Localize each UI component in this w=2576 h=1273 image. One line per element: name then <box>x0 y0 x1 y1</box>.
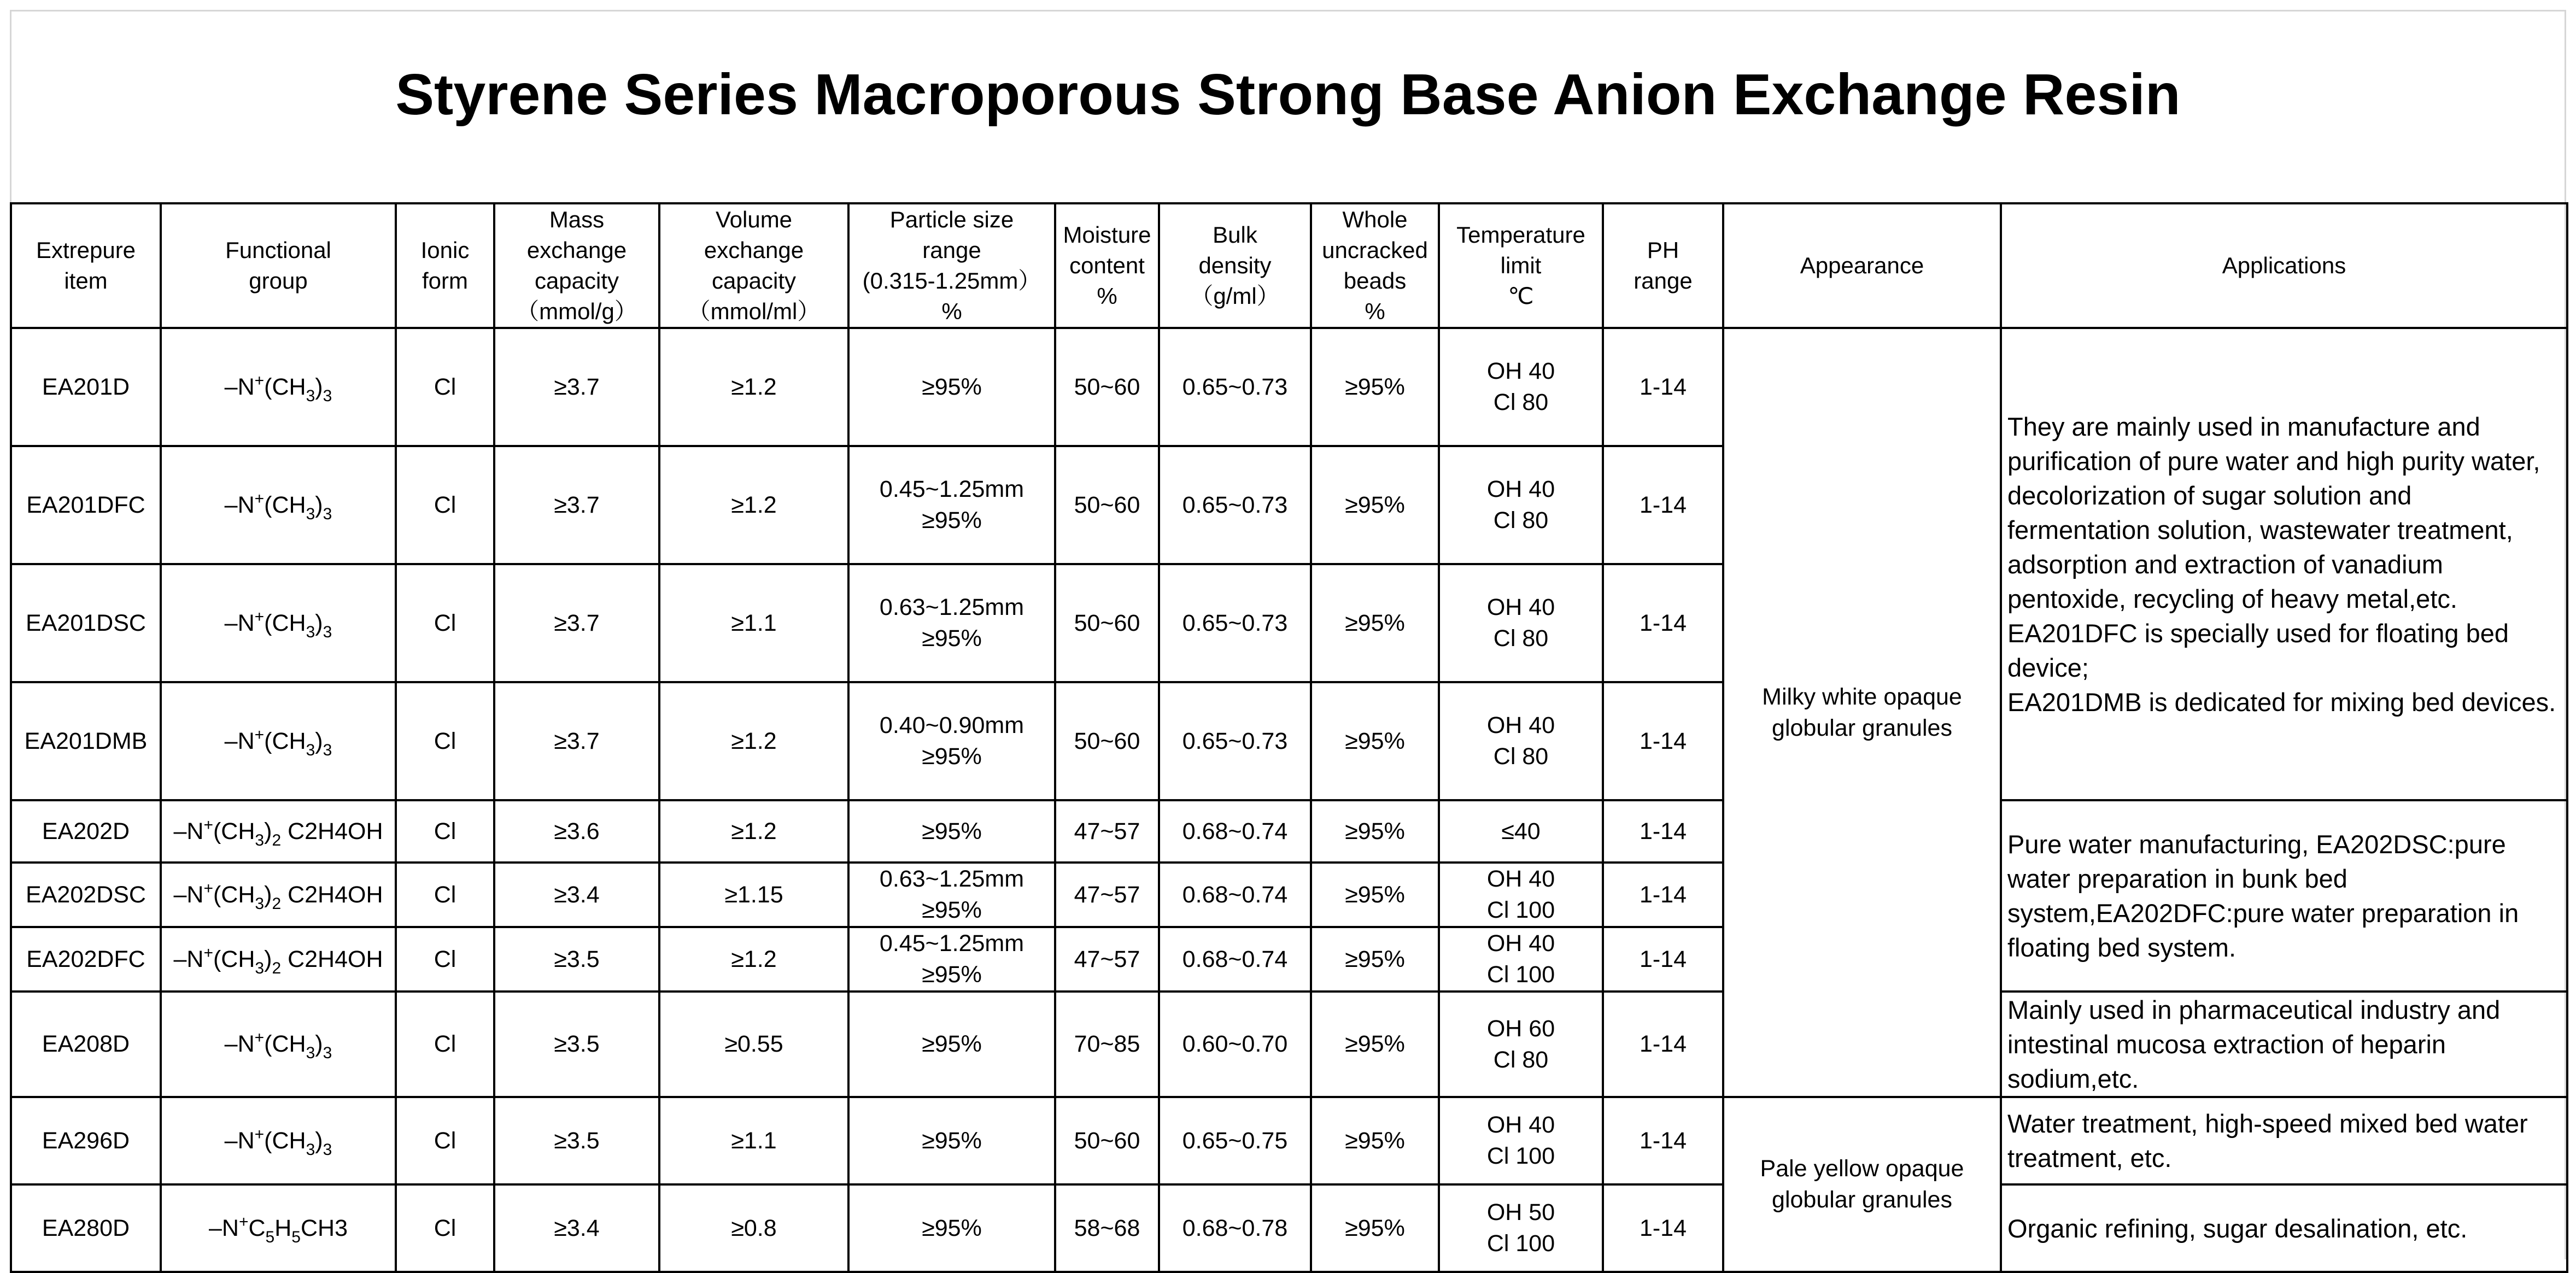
cell-ph-range: 1-14 <box>1603 1184 1723 1272</box>
functional-group-mid2: ) <box>264 818 272 844</box>
cell-bulk-density: 0.68~0.78 <box>1159 1184 1311 1272</box>
cell-mass-capacity: ≥3.6 <box>494 800 659 863</box>
cell-item: EA201DMB <box>11 682 161 800</box>
cell-particle-size: 0.45~1.25mm ≥95% <box>848 446 1055 564</box>
functional-group-sup: + <box>254 1029 265 1047</box>
cell-functional-group <box>161 1184 396 1272</box>
cell-whole-beads: ≥95% <box>1311 1097 1439 1184</box>
cell-functional-group <box>161 446 396 564</box>
functional-group-pre: –N <box>224 609 255 636</box>
functional-group-mid: (CH <box>264 1127 306 1154</box>
cell-whole-beads: ≥95% <box>1311 1184 1439 1272</box>
cell-ionic-form: Cl <box>396 927 494 992</box>
cell-bulk-density: 0.65~0.75 <box>1159 1097 1311 1184</box>
cell-bulk-density: 0.60~0.70 <box>1159 992 1311 1097</box>
functional-group-sub1: 3 <box>306 1044 315 1062</box>
header-applications: Applications <box>2001 203 2567 328</box>
cell-mass-capacity: ≥3.7 <box>494 682 659 800</box>
cell-ionic-form: Cl <box>396 863 494 927</box>
functional-group-sup: + <box>203 943 213 962</box>
cell-volume-capacity: ≥0.55 <box>659 992 848 1097</box>
cell-mass-capacity: ≥3.4 <box>494 1184 659 1272</box>
appearance-pale-yellow: Pale yellow opaque globular granules <box>1723 1097 2001 1272</box>
functional-group-sup: + <box>238 1212 249 1231</box>
cell-temperature-limit: OH 40 Cl 80 <box>1439 446 1603 564</box>
cell-moisture-content: 50~60 <box>1055 1097 1159 1184</box>
cell-ph-range: 1-14 <box>1603 992 1723 1097</box>
cell-mass-capacity: ≥3.7 <box>494 564 659 682</box>
cell-whole-beads: ≥95% <box>1311 800 1439 863</box>
cell-functional-group <box>161 927 396 992</box>
cell-bulk-density: 0.65~0.73 <box>1159 446 1311 564</box>
cell-moisture-content: 70~85 <box>1055 992 1159 1097</box>
header-bulk-density: Bulk density （g/ml） <box>1159 203 1311 328</box>
cell-whole-beads: ≥95% <box>1311 682 1439 800</box>
cell-particle-size: 0.63~1.25mm ≥95% <box>848 863 1055 927</box>
cell-whole-beads: ≥95% <box>1311 927 1439 992</box>
functional-group-pre: –N <box>224 1127 255 1154</box>
header-moisture: Moisture content % <box>1055 203 1159 328</box>
table-row <box>11 1184 2567 1272</box>
cell-item: EA201DSC <box>11 564 161 682</box>
header-row <box>11 203 2567 328</box>
cell-functional-group <box>161 992 396 1097</box>
cell-volume-capacity: ≥1.2 <box>659 927 848 992</box>
table-row <box>11 1097 2567 1184</box>
cell-temperature-limit: OH 50 Cl 100 <box>1439 1184 1603 1272</box>
functional-group-pre: –N <box>173 818 204 844</box>
cell-particle-size: ≥95% <box>848 328 1055 446</box>
functional-group-sub2: 3 <box>323 623 332 641</box>
functional-group-sup: + <box>254 607 265 626</box>
cell-item: EA280D <box>11 1184 161 1272</box>
cell-particle-size: ≥95% <box>848 1097 1055 1184</box>
functional-group-mid2: ) <box>315 1127 323 1154</box>
functional-group-sup: + <box>203 879 213 897</box>
cell-ph-range: 1-14 <box>1603 564 1723 682</box>
functional-group-mid: (CH <box>264 373 306 400</box>
functional-group-sub1: 3 <box>255 959 265 977</box>
functional-group-pre: –N <box>173 946 204 972</box>
cell-volume-capacity: ≥1.2 <box>659 800 848 863</box>
functional-group-mid2: ) <box>315 728 323 754</box>
functional-group-tail: C2H4OH <box>281 946 383 972</box>
cell-functional-group <box>161 682 396 800</box>
cell-ionic-form: Cl <box>396 328 494 446</box>
cell-volume-capacity: ≥0.8 <box>659 1184 848 1272</box>
cell-moisture-content: 50~60 <box>1055 564 1159 682</box>
functional-group-tail: C2H4OH <box>281 818 383 844</box>
functional-group-mid: (CH <box>213 946 255 972</box>
header-item: Extrepure item <box>11 203 161 328</box>
cell-bulk-density: 0.68~0.74 <box>1159 863 1311 927</box>
cell-moisture-content: 58~68 <box>1055 1184 1159 1272</box>
cell-mass-capacity: ≥3.4 <box>494 863 659 927</box>
table-row <box>11 800 2567 863</box>
functional-group-mid2: ) <box>315 491 323 518</box>
cell-item: EA201D <box>11 328 161 446</box>
resin-spec-table <box>10 202 2568 1273</box>
cell-volume-capacity: ≥1.2 <box>659 446 848 564</box>
cell-mass-capacity: ≥3.7 <box>494 328 659 446</box>
header-ph: PH range <box>1603 203 1723 328</box>
cell-functional-group <box>161 863 396 927</box>
functional-group-mid2: ) <box>315 1031 323 1057</box>
cell-functional-group <box>161 564 396 682</box>
cell-whole-beads: ≥95% <box>1311 863 1439 927</box>
functional-group-mid: (CH <box>264 1031 306 1057</box>
functional-group-sub2: 3 <box>323 1044 332 1062</box>
cell-temperature-limit: OH 40 Cl 80 <box>1439 682 1603 800</box>
cell-mass-capacity: ≥3.5 <box>494 927 659 992</box>
functional-group-pre: –N <box>224 728 255 754</box>
functional-group-mid2: ) <box>264 946 272 972</box>
functional-group-tail: CH3 <box>300 1215 348 1241</box>
functional-group-sup: + <box>254 725 265 744</box>
applications-ea208: Mainly used in pharmaceutical industry and intestinal mucosa extraction of heparin sodium,etc. <box>2001 992 2567 1097</box>
functional-group-sub1: 3 <box>306 1140 315 1159</box>
functional-group-sup: + <box>254 371 265 390</box>
cell-item: EA202D <box>11 800 161 863</box>
cell-particle-size: 0.63~1.25mm ≥95% <box>848 564 1055 682</box>
cell-temperature-limit: OH 40 Cl 80 <box>1439 564 1603 682</box>
cell-mass-capacity: ≥3.5 <box>494 1097 659 1184</box>
cell-ionic-form: Cl <box>396 446 494 564</box>
functional-group-sub1: 3 <box>255 894 265 913</box>
functional-group-pre: –N <box>224 373 255 400</box>
cell-bulk-density: 0.68~0.74 <box>1159 927 1311 992</box>
cell-functional-group <box>161 328 396 446</box>
functional-group-sup: + <box>254 489 265 508</box>
functional-group-mid: (CH <box>264 491 306 518</box>
cell-temperature-limit: OH 60 Cl 80 <box>1439 992 1603 1097</box>
cell-whole-beads: ≥95% <box>1311 446 1439 564</box>
cell-mass-capacity: ≥3.5 <box>494 992 659 1097</box>
table-row <box>11 328 2567 446</box>
functional-group-sub1: 3 <box>306 623 315 641</box>
cell-whole-beads: ≥95% <box>1311 328 1439 446</box>
functional-group-sub1: 3 <box>306 741 315 759</box>
cell-particle-size: ≥95% <box>848 992 1055 1097</box>
functional-group-mid2: ) <box>315 609 323 636</box>
table-row <box>11 992 2567 1097</box>
cell-volume-capacity: ≥1.2 <box>659 328 848 446</box>
header-particle-size: Particle size range (0.315-1.25mm） % <box>848 203 1055 328</box>
functional-group-mid2: ) <box>315 373 323 400</box>
cell-functional-group <box>161 1097 396 1184</box>
functional-group-sub2: 3 <box>323 386 332 405</box>
functional-group-mid: (CH <box>213 881 255 908</box>
cell-moisture-content: 47~57 <box>1055 863 1159 927</box>
cell-item: EA296D <box>11 1097 161 1184</box>
cell-item: EA202DSC <box>11 863 161 927</box>
functional-group-pre: –N <box>173 881 204 908</box>
cell-ionic-form: Cl <box>396 564 494 682</box>
cell-ionic-form: Cl <box>396 800 494 863</box>
applications-ea280: Organic refining, sugar desalination, etc. <box>2001 1184 2567 1272</box>
functional-group-tail: C2H4OH <box>281 881 383 908</box>
functional-group-mid: (CH <box>264 609 306 636</box>
cell-bulk-density: 0.65~0.73 <box>1159 682 1311 800</box>
cell-moisture-content: 47~57 <box>1055 800 1159 863</box>
cell-particle-size: ≥95% <box>848 800 1055 863</box>
functional-group-sup: + <box>203 816 213 834</box>
functional-group-sup: + <box>254 1125 265 1143</box>
cell-bulk-density: 0.68~0.74 <box>1159 800 1311 863</box>
functional-group-sub2: 2 <box>272 831 282 849</box>
cell-ionic-form: Cl <box>396 1097 494 1184</box>
cell-temperature-limit: OH 40 Cl 100 <box>1439 863 1603 927</box>
cell-temperature-limit: OH 40 Cl 100 <box>1439 927 1603 992</box>
functional-group-pre: –N <box>224 1031 255 1057</box>
header-mass-capacity: Mass exchange capacity （mmol/g） <box>494 203 659 328</box>
cell-moisture-content: 50~60 <box>1055 446 1159 564</box>
cell-particle-size: ≥95% <box>848 1184 1055 1272</box>
cell-whole-beads: ≥95% <box>1311 992 1439 1097</box>
cell-volume-capacity: ≥1.15 <box>659 863 848 927</box>
functional-group-sub2: 3 <box>323 504 332 523</box>
functional-group-mid2: ) <box>264 881 272 908</box>
cell-temperature-limit: OH 40 Cl 80 <box>1439 328 1603 446</box>
cell-functional-group <box>161 800 396 863</box>
header-temperature: Temperature limit ℃ <box>1439 203 1603 328</box>
cell-ph-range: 1-14 <box>1603 863 1723 927</box>
functional-group-sub2: 3 <box>323 741 332 759</box>
cell-moisture-content: 50~60 <box>1055 682 1159 800</box>
appearance-milky-white: Milky white opaque globular granules <box>1723 328 2001 1097</box>
cell-whole-beads: ≥95% <box>1311 564 1439 682</box>
cell-volume-capacity: ≥1.1 <box>659 564 848 682</box>
functional-group-sub1: 3 <box>306 504 315 523</box>
cell-ph-range: 1-14 <box>1603 682 1723 800</box>
cell-item: EA201DFC <box>11 446 161 564</box>
header-appearance: Appearance <box>1723 203 2001 328</box>
cell-bulk-density: 0.65~0.73 <box>1159 328 1311 446</box>
cell-item: EA202DFC <box>11 927 161 992</box>
page-title: Styrene Series Macroporous Strong Base Anion Exchange Resin <box>395 62 2181 127</box>
cell-particle-size: 0.40~0.90mm ≥95% <box>848 682 1055 800</box>
cell-volume-capacity: ≥1.2 <box>659 682 848 800</box>
functional-group-pre: –N <box>224 491 255 518</box>
functional-group-sub1: 3 <box>255 831 265 849</box>
cell-mass-capacity: ≥3.7 <box>494 446 659 564</box>
cell-moisture-content: 50~60 <box>1055 328 1159 446</box>
functional-group-mid: (CH <box>264 728 306 754</box>
header-whole-beads: Whole uncracked beads % <box>1311 203 1439 328</box>
cell-temperature-limit: OH 40 Cl 100 <box>1439 1097 1603 1184</box>
cell-temperature-limit: ≤40 <box>1439 800 1603 863</box>
functional-group-sub2: 2 <box>272 959 282 977</box>
applications-ea296: Water treatment, high-speed mixed bed water treatment, etc. <box>2001 1097 2567 1184</box>
cell-ph-range: 1-14 <box>1603 446 1723 564</box>
cell-volume-capacity: ≥1.1 <box>659 1097 848 1184</box>
cell-ph-range: 1-14 <box>1603 927 1723 992</box>
cell-ionic-form: Cl <box>396 682 494 800</box>
functional-group-sub2: 5 <box>291 1228 301 1246</box>
functional-group-sub2: 3 <box>323 1140 332 1159</box>
functional-group-pre: –N <box>208 1215 239 1241</box>
applications-ea202: Pure water manufacturing, EA202DSC:pure water preparation in bunk bed system,EA202DFC:pure water preparation in floating bed system. <box>2001 800 2567 992</box>
header-volume-capacity: Volume exchange capacity （mmol/ml） <box>659 203 848 328</box>
functional-group-sub1: 3 <box>306 386 315 405</box>
cell-ionic-form: Cl <box>396 1184 494 1272</box>
cell-ph-range: 1-14 <box>1603 1097 1723 1184</box>
header-functional-group: Functional group <box>161 203 396 328</box>
cell-moisture-content: 47~57 <box>1055 927 1159 992</box>
cell-item: EA208D <box>11 992 161 1097</box>
cell-ph-range: 1-14 <box>1603 328 1723 446</box>
functional-group-mid2: H <box>274 1215 292 1241</box>
cell-particle-size: 0.45~1.25mm ≥95% <box>848 927 1055 992</box>
header-ionic-form: Ionic form <box>396 203 494 328</box>
functional-group-mid: (CH <box>213 818 255 844</box>
cell-bulk-density: 0.65~0.73 <box>1159 564 1311 682</box>
cell-ionic-form: Cl <box>396 992 494 1097</box>
functional-group-mid: C <box>248 1215 266 1241</box>
cell-ph-range: 1-14 <box>1603 800 1723 863</box>
applications-ea201: They are mainly used in manufacture and purification of pure water and high purity water, decolorization of sugar solution and fermentation solution, wastewater treatment, adsorption and extraction of vanadium pentoxide, recycling of heavy metal,etc. EA201DFC is specially used for floating bed device; EA201DMB is dedicated for mixing bed devices. <box>2001 328 2567 800</box>
functional-group-sub1: 5 <box>265 1228 275 1246</box>
functional-group-sub2: 2 <box>272 894 282 913</box>
